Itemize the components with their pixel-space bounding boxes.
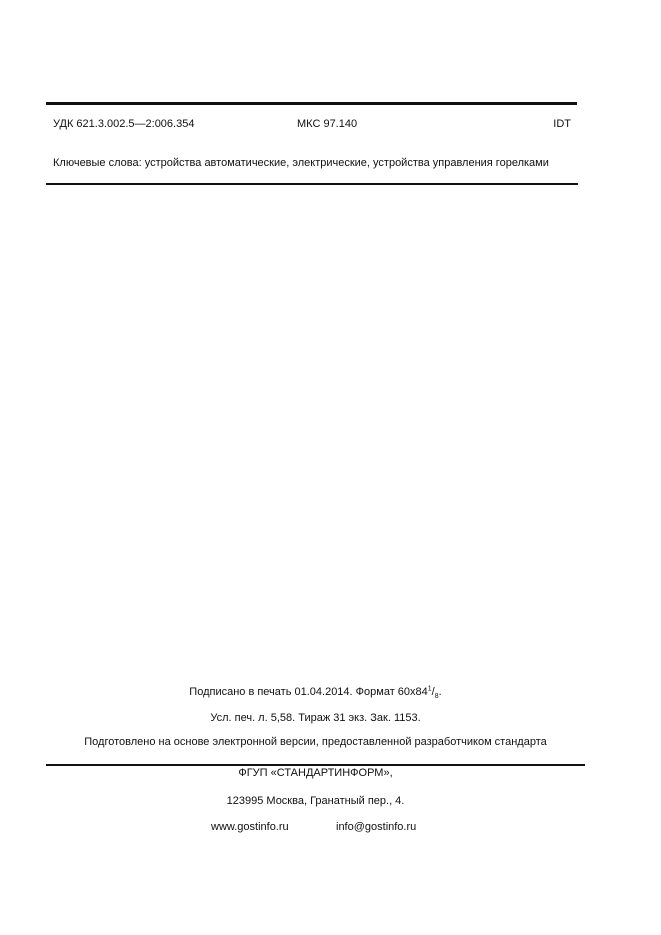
publisher-top-rule bbox=[46, 764, 585, 766]
keywords-line: Ключевые слова: устройства автоматические, электрические, устройства управления горелками bbox=[53, 157, 549, 169]
website-link[interactable]: www.gostinfo.ru bbox=[211, 821, 289, 833]
mks-code: МКС 97.140 bbox=[297, 118, 358, 130]
format-superscript: 1 bbox=[427, 685, 432, 693]
signed-text: Подписано в печать 01.04.2014. Формат 60x84 bbox=[189, 686, 428, 698]
format-subscript: 8 bbox=[434, 693, 439, 701]
keywords-bottom-rule bbox=[46, 183, 578, 185]
email-link[interactable]: info@gostinfo.ru bbox=[336, 821, 417, 833]
prepared-note: Подготовлено на основе электронной версии, предоставленной разработчиком стандарта bbox=[84, 736, 547, 748]
top-thick-rule bbox=[46, 102, 577, 105]
format-slash: / bbox=[431, 686, 435, 698]
format-end: . bbox=[438, 686, 442, 698]
idt-label: IDT bbox=[553, 118, 571, 130]
publisher-name: ФГУП «СТАНДАРТИНФОРМ», bbox=[238, 767, 393, 779]
publisher-address: 123995 Москва, Гранатный пер., 4. bbox=[226, 795, 405, 807]
udk-code: УДК 621.3.002.5—2:006.354 bbox=[53, 118, 195, 130]
signed-for-print-line bbox=[0, 686, 631, 699]
print-info-line: Усл. печ. л. 5,58. Тираж 31 экз. Зак. 1153. bbox=[210, 712, 421, 724]
